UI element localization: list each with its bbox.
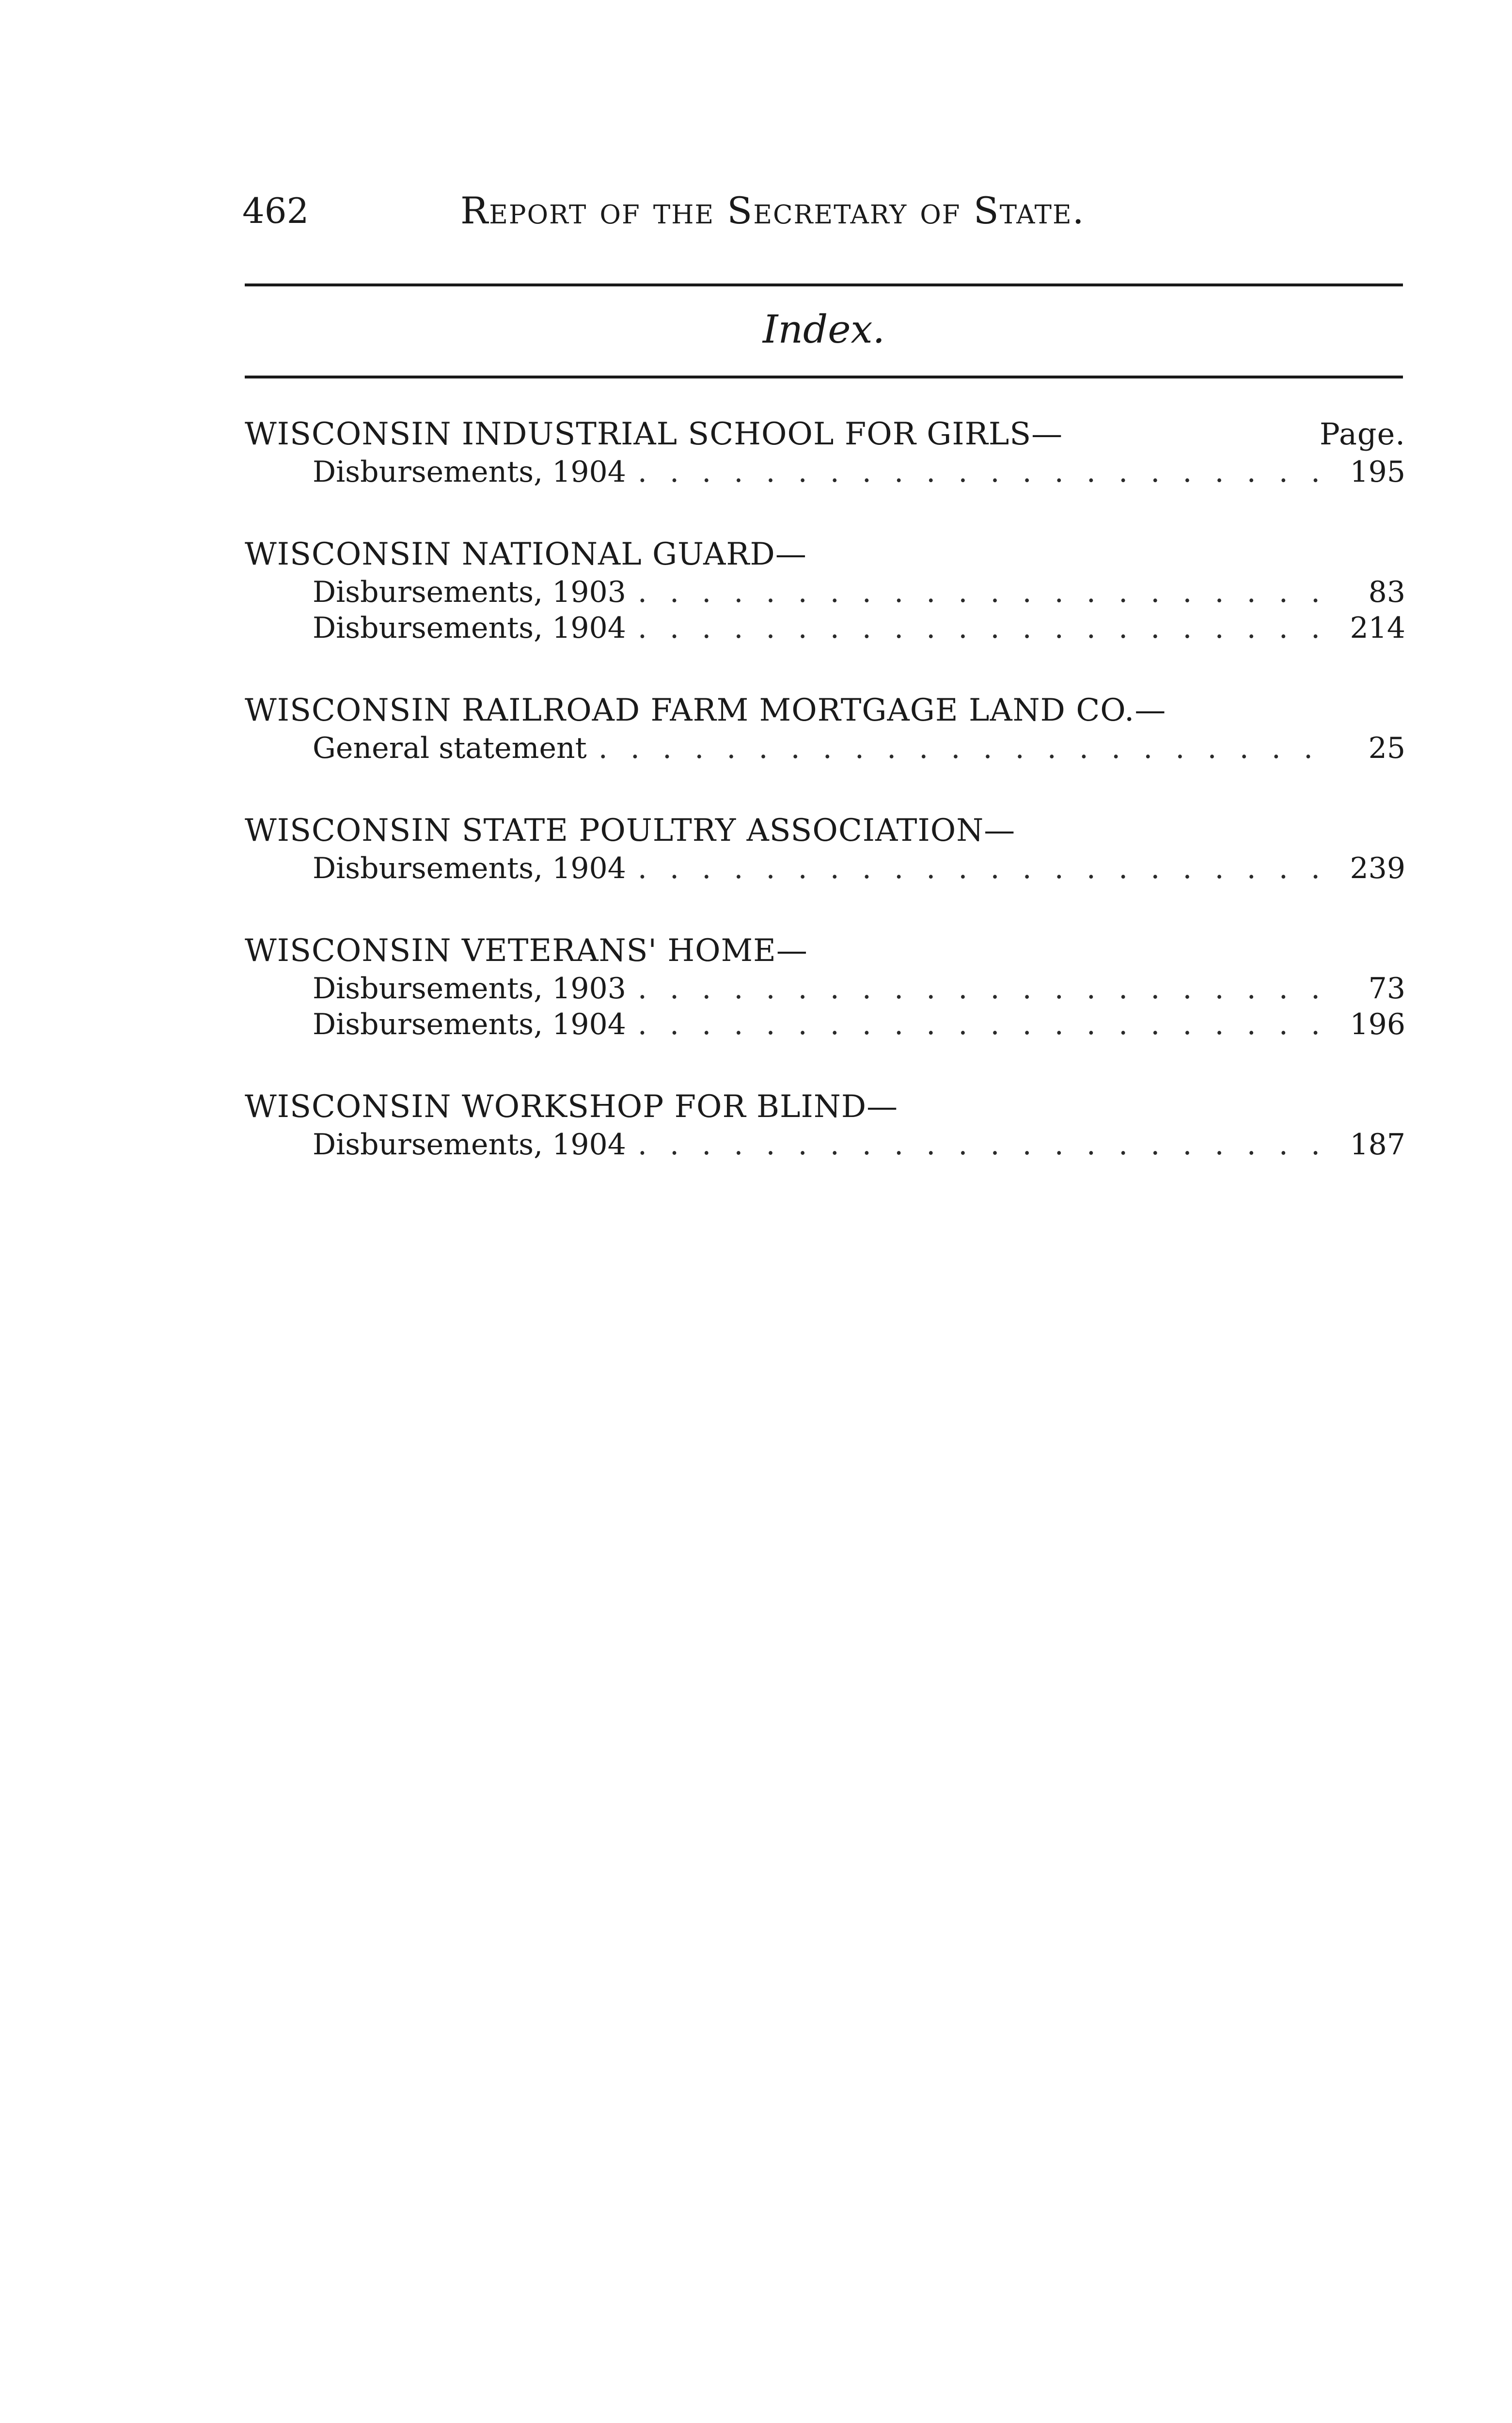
index-entry-heading: WISCONSIN NATIONAL GUARD—	[245, 536, 807, 572]
dot-leader	[638, 610, 1323, 646]
index-item-label: Disbursements, 1903	[313, 575, 626, 609]
dot-leader	[598, 730, 1323, 766]
index-entry	[245, 1087, 1405, 1163]
index-item-label: Disbursements, 1904	[313, 1128, 626, 1162]
index-item-label: Disbursements, 1904	[313, 851, 626, 885]
index-item-page: 73	[1368, 972, 1405, 1006]
dot-leader	[638, 574, 1323, 610]
index-entry	[245, 691, 1405, 766]
index-entry	[245, 931, 1405, 1042]
index-entry-heading: WISCONSIN RAILROAD FARM MORTGAGE LAND CO.—	[245, 692, 1166, 728]
index-entry-heading-line	[245, 535, 1405, 574]
dot-leader	[638, 1007, 1323, 1042]
index-item-label: Disbursements, 1904	[313, 611, 626, 645]
index-item	[245, 850, 1405, 886]
dot-leader	[638, 850, 1323, 886]
index-item-label: Disbursements, 1904	[313, 1007, 626, 1041]
index-item	[245, 574, 1405, 610]
page-column-label: Page.	[1320, 416, 1405, 452]
index-item-page: 239	[1350, 851, 1405, 885]
index-item-page: 214	[1350, 611, 1405, 645]
index-item-label: General statement	[313, 731, 587, 765]
index-entry-heading-line	[245, 1087, 1405, 1127]
running-head	[242, 187, 1405, 240]
dot-leader	[638, 1127, 1323, 1163]
index-item-page: 187	[1350, 1128, 1405, 1162]
top-rule	[245, 283, 1403, 286]
index-entry	[245, 414, 1405, 490]
dot-leader	[638, 454, 1323, 490]
running-title: Report of the Secretary of State.	[460, 189, 1085, 232]
index-item	[245, 971, 1405, 1007]
index-item	[245, 1127, 1405, 1163]
index-item	[245, 610, 1405, 646]
index-item-page: 196	[1350, 1007, 1405, 1041]
index-item-page: 83	[1368, 575, 1405, 609]
index-entry	[245, 535, 1405, 646]
index-item-label: Disbursements, 1903	[313, 972, 626, 1006]
bottom-rule	[245, 376, 1403, 378]
index-list	[245, 414, 1405, 1207]
index-entry-heading-line	[245, 931, 1405, 971]
index-item	[245, 1007, 1405, 1042]
section-title: Index.	[762, 307, 885, 352]
index-entry-heading: WISCONSIN STATE POULTRY ASSOCIATION—	[245, 813, 1016, 849]
index-entry-heading-line	[245, 811, 1405, 850]
index-item	[245, 730, 1405, 766]
index-entry-heading: WISCONSIN VETERANS' HOME—	[245, 933, 808, 969]
dot-leader	[638, 971, 1323, 1007]
index-item-page: 25	[1368, 731, 1405, 765]
page-number: 462	[242, 190, 309, 231]
index-entry-heading-line	[245, 414, 1405, 454]
index-item-label: Disbursements, 1904	[313, 455, 626, 489]
index-entry-heading: WISCONSIN INDUSTRIAL SCHOOL FOR GIRLS—	[245, 416, 1063, 452]
index-entry-heading-line	[245, 691, 1405, 730]
index-entry-heading: WISCONSIN WORKSHOP FOR BLIND—	[245, 1089, 898, 1125]
index-item-page: 195	[1350, 455, 1405, 489]
index-entry	[245, 811, 1405, 886]
index-item	[245, 454, 1405, 490]
